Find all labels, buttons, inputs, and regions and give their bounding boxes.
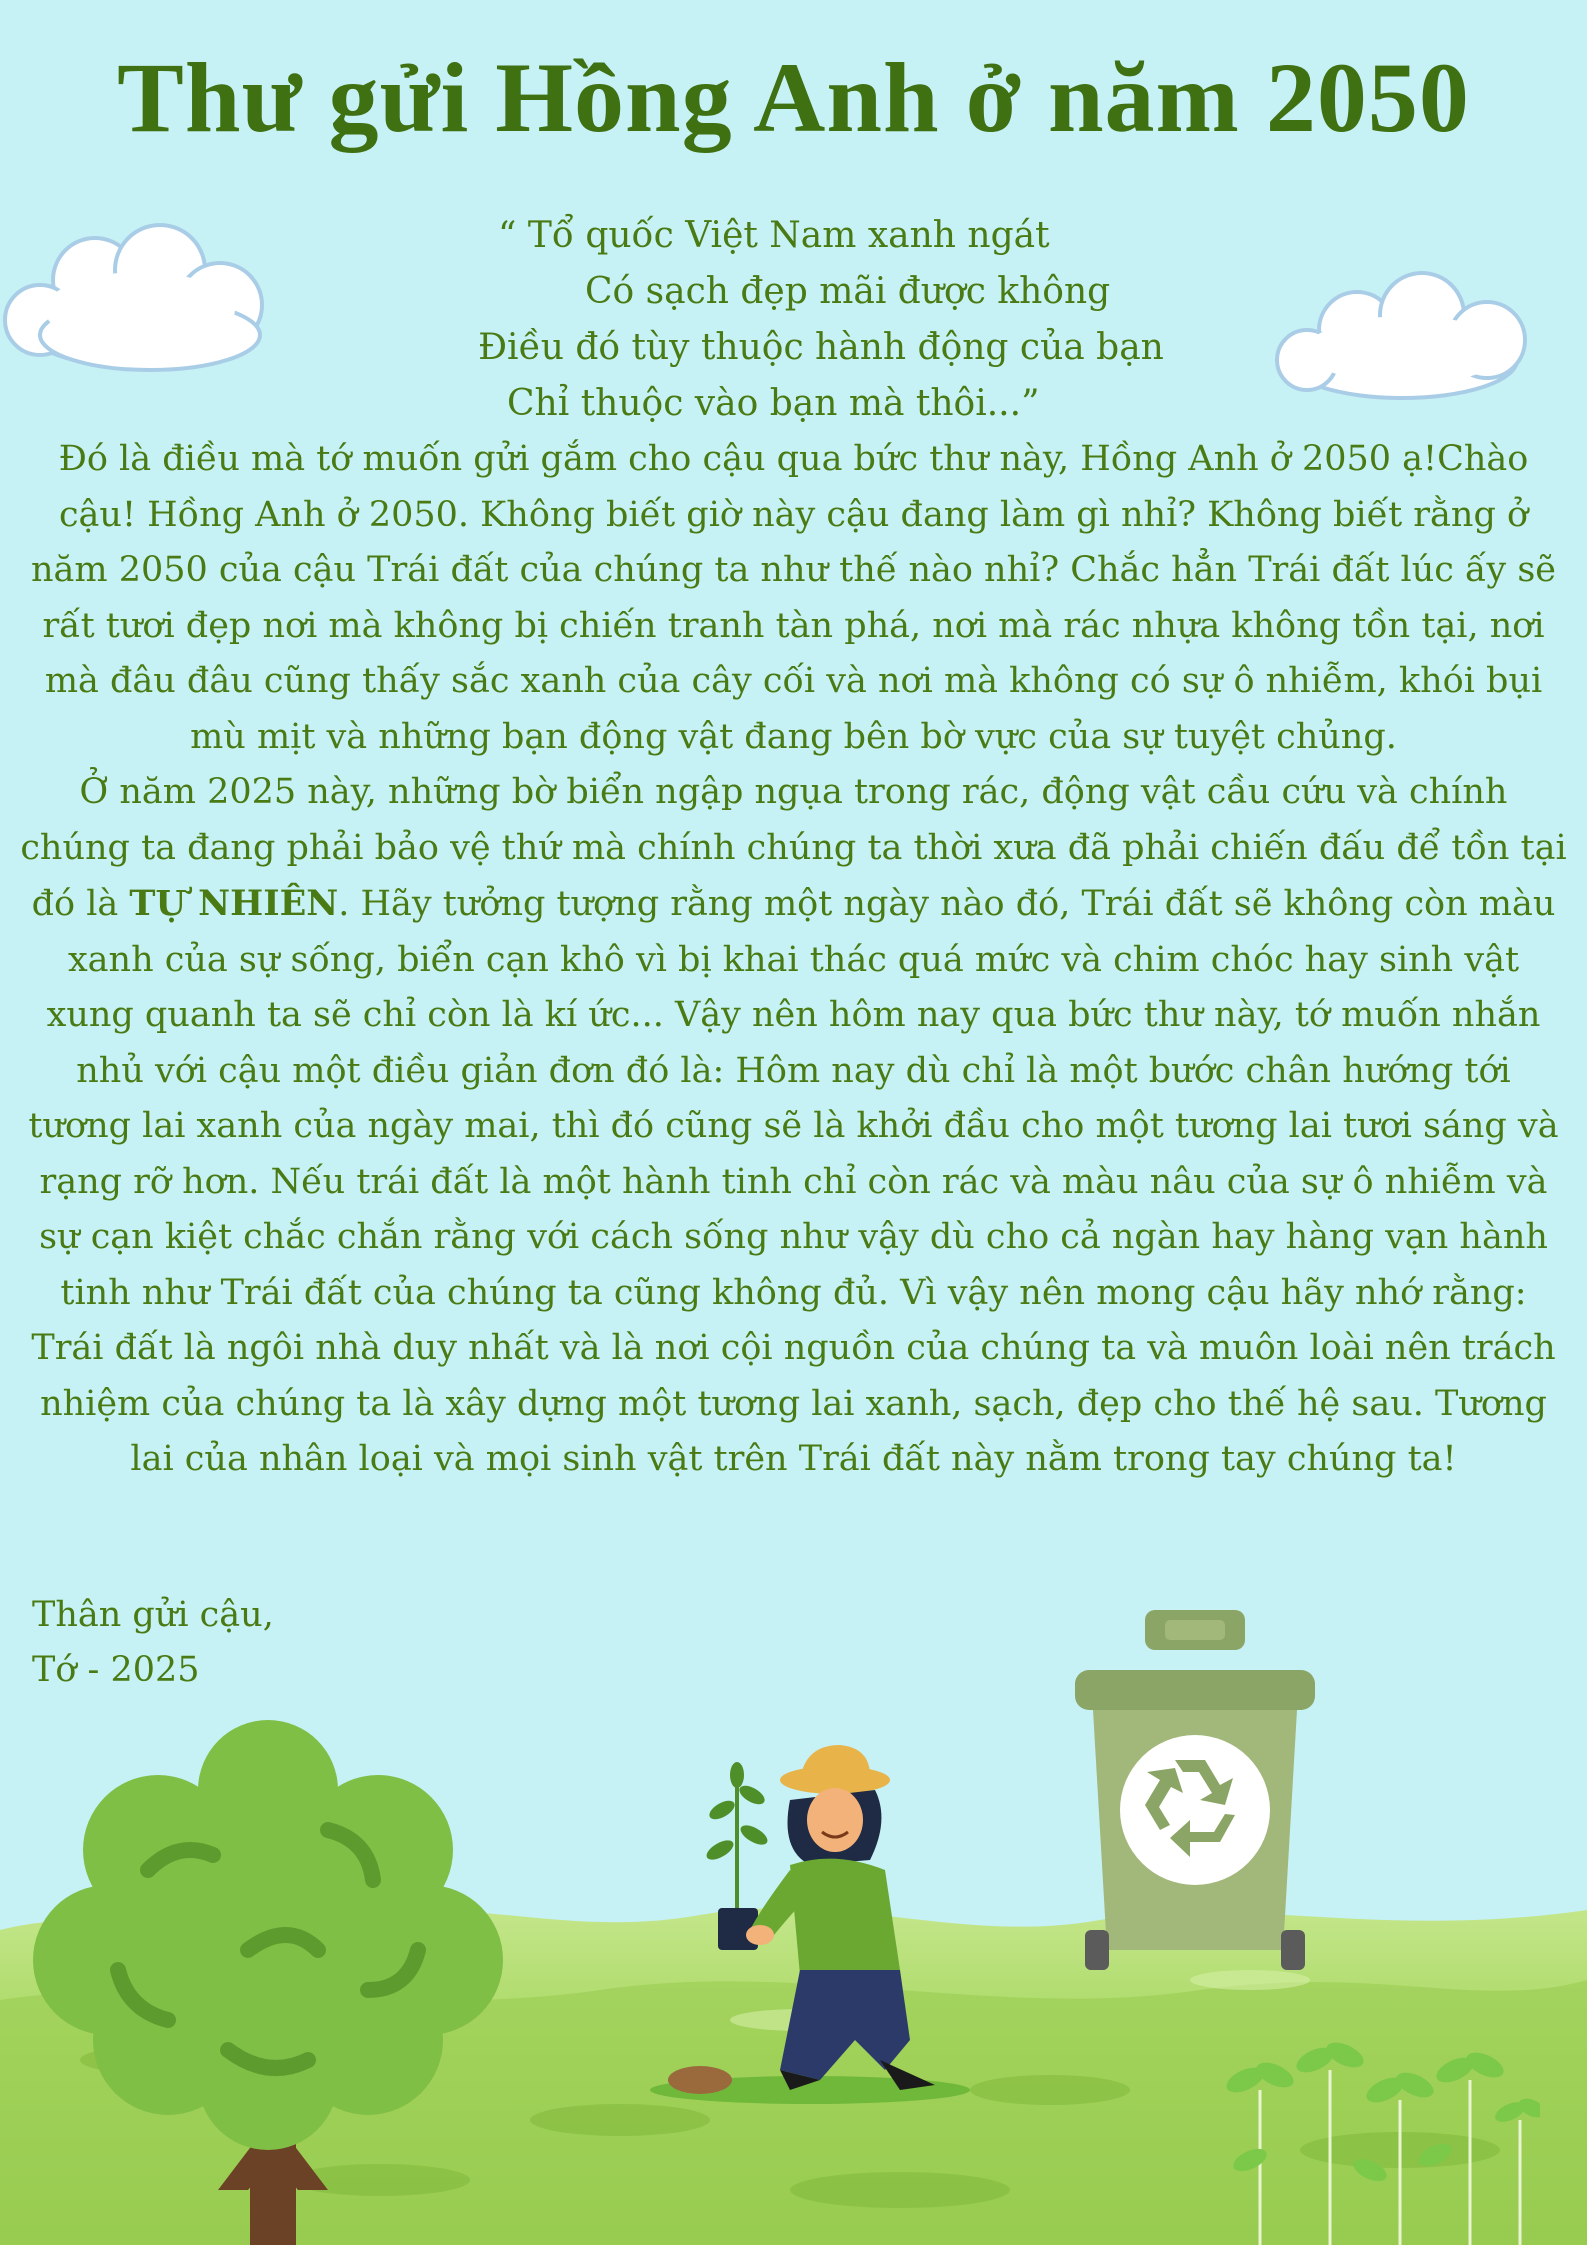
- letter-paragraph: [20, 765, 1567, 1488]
- letter-text: Ở năm 2025 này, những bờ biển ngập ngụa trong rác, động vật cầu cứu và chính chúng ta đang phải bảo vệ thứ mà chính chúng ta thời xưa đã phải chiến đấu để tồn tại đó là: [20, 772, 1567, 924]
- sprout-icon: [1220, 2020, 1540, 2245]
- poem-line: Có sạch đẹp mãi được không: [585, 271, 1111, 312]
- poem: [0, 208, 1587, 432]
- page-title: Thư gửi Hồng Anh ở năm 2050: [117, 42, 1470, 153]
- signature: Tớ - 2025: [32, 1650, 200, 1690]
- gardener-illustration: [650, 1740, 970, 2110]
- emphasis-text: TỰ NHIÊN: [129, 883, 339, 924]
- closing-line: Thân gửi cậu,: [32, 1595, 274, 1635]
- closing: [32, 1588, 274, 1698]
- poem-line: Điều đó tùy thuộc hành động của bạn: [478, 327, 1164, 368]
- letter-paragraph: Đó là điều mà tớ muốn gửi gắm cho cậu qua bức thư này, Hồng Anh ở 2050 ạ!Chào cậu! Hồng Anh ở 2050. Không biết giờ này cậu đang làm gì nhỉ? Không biết rằng ở năm 2050 của cậu Trái đất của chúng ta như thế nào nhỉ? Chắc hẳn Trái đất lúc ấy sẽ rất tươi đẹp nơi mà không bị chiến tranh tàn phá, nơi mà rác nhựa không tồn tại, nơi mà đâu đâu cũng thấy sắc xanh của cây cối và nơi mà không có sự ô nhiễm, khói bụi mù mịt và những bạn động vật đang bên bờ vực của sự tuyệt chủng.: [30, 439, 1556, 757]
- recycle-bin-icon: [1075, 1600, 1315, 1980]
- letter-text: . Hãy tưởng tượng rằng một ngày nào đó, Trái đất sẽ không còn màu xanh của sự sống, biển cạn khô vì bị khai thác quá mức và chim chóc hay sinh vật xung quanh ta sẽ chỉ còn là kí ức... Vậy nên hôm nay qua bức thư này, tớ muốn nhắn nhủ với cậu một điều giản đơn đó là: Hôm nay dù chỉ là một bước chân hướng tới tương lai xanh của ngày mai, thì đó cũng sẽ là khởi đầu cho một tương lai tươi sáng và rạng rỡ hơn. Nếu trái đất là một hành tinh chỉ còn rác và màu nâu của sự ô nhiễm và sự cạn kiệt chắc chắn rằng với cách sống như vậy dù cho cả ngàn hay hàng vạn hành tinh như Trái đất của chúng ta cũng không đủ. Vì vậy nên mong cậu hãy nhớ rằng: Trái đất là ngôi nhà duy nhất và là nơi cội nguồn của chúng ta và muôn loài nên trách nhiệm của chúng ta là xây dựng một tương lai xanh, sạch, đẹp cho thế hệ sau. Tương lai của nhân loại và mọi sinh vật trên Trái đất này nằm trong tay chúng ta!: [28, 884, 1559, 1479]
- poem-line: Chỉ thuộc vào bạn mà thôi...”: [507, 383, 1040, 424]
- poem-line: “ Tổ quốc Việt Nam xanh ngát: [498, 215, 1050, 256]
- tree-icon: [28, 1720, 518, 2245]
- letter-body: [20, 432, 1567, 1488]
